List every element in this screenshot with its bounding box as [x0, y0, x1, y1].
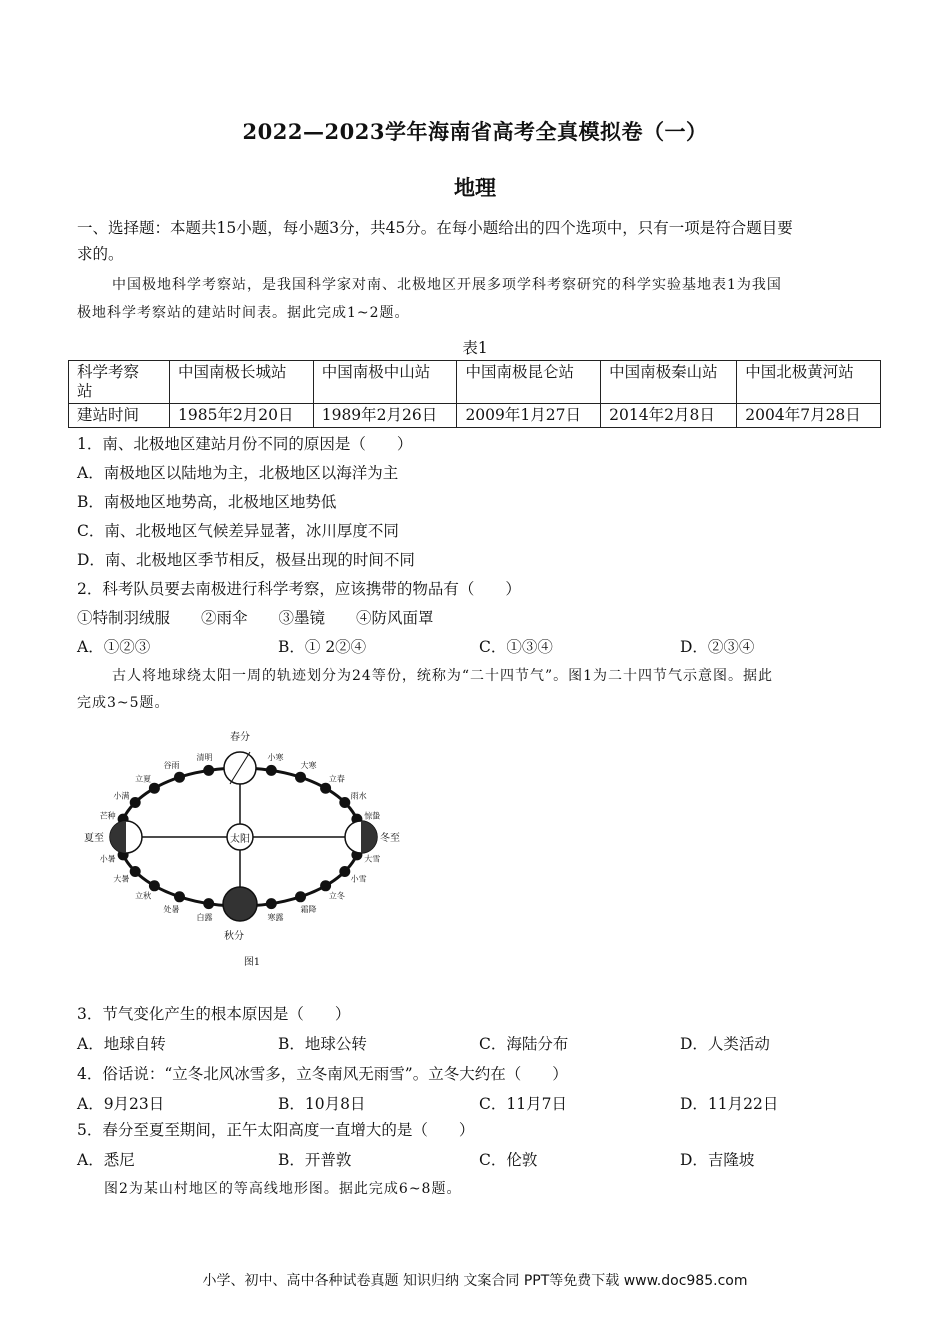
term-dot [174, 772, 185, 783]
table-cell-station: 中国南极昆仑站 [457, 361, 601, 404]
solar-terms-figure [80, 722, 400, 972]
q3-option-d: D．人类活动 [680, 1035, 770, 1053]
term-dot [295, 891, 306, 902]
term-label: 立夏 [135, 774, 152, 784]
term-label: 雨水 [350, 791, 367, 801]
q4-options [77, 1092, 877, 1116]
q1-option-d: D．南、北极地区季节相反，极昼出现的时间不同 [77, 551, 415, 569]
table-cell-date: 2004年7月28日 [737, 404, 881, 428]
table-row-label: 建站时间 [69, 404, 170, 428]
term-label: 小寒 [267, 752, 284, 762]
earth-winter [345, 821, 377, 853]
q1-option-b: B．南极地区地势高，北极地区地势低 [77, 493, 337, 511]
table-header-row [69, 361, 881, 404]
term-label: 芒种 [99, 811, 116, 821]
section-instructions-line2: 求的。 [77, 245, 124, 263]
term-label: 小满 [113, 791, 130, 801]
term-dot [295, 772, 306, 783]
q3-stem: 3．节气变化产生的根本原因是（ ） [77, 1005, 351, 1023]
q1-option-a: A．南极地区以陆地为主，北极地区以海洋为主 [77, 464, 399, 482]
term-dot [339, 797, 350, 808]
term-dot [149, 880, 160, 891]
footer-text: 小学、初中、高中各种试卷真题 知识归纳 文案合同 PPT等免费下载 www.doc985.com [202, 1273, 748, 1289]
q4-option-a: A．9月23日 [77, 1095, 165, 1113]
q5-stem: 5．春分至夏至期间，正午太阳高度一直增大的是（ ） [77, 1121, 475, 1139]
earth-summer [110, 821, 142, 853]
table-cell-station: 中国南极长城站 [170, 361, 314, 404]
term-dot [339, 866, 350, 877]
table-header-label-line2: 站 [77, 382, 93, 400]
q2-stem: 2．科考队员要去南极进行科学考察，应该携带的物品有（ ） [77, 580, 521, 598]
table-cell-date: 2014年2月8日 [601, 404, 737, 428]
term-label: 小暑 [99, 854, 116, 864]
exam-title: 2022—2023学年海南省高考全真模拟卷（一） [242, 119, 708, 144]
q3-options [77, 1032, 877, 1056]
q5-option-c: C．伦敦 [479, 1151, 538, 1169]
term-label: 霜降 [300, 904, 317, 914]
q5-option-b: B．开普敦 [278, 1151, 352, 1169]
q2-option-a: A．①②③ [77, 638, 151, 656]
q2-option-b: B．① 2②④ [278, 638, 367, 656]
term-dot [320, 783, 331, 794]
q5-options [77, 1148, 877, 1172]
q4-option-b: B．10月8日 [278, 1095, 366, 1113]
term-label: 白露 [196, 913, 213, 923]
term-dot [266, 898, 277, 909]
table-cell-date: 2009年1月27日 [457, 404, 601, 428]
q2-items: ①特制羽绒服 ②雨伞 ③墨镜 ④防风面罩 [77, 609, 434, 627]
term-label: 清明 [196, 752, 213, 762]
solar-terms-diagram [80, 722, 400, 972]
q2-option-d: D．②③④ [680, 638, 755, 656]
term-label: 立春 [328, 774, 345, 784]
label-autumn: 秋分 [224, 931, 244, 942]
term-label: 谷雨 [163, 761, 180, 771]
term-dot [320, 880, 331, 891]
term-dot [203, 898, 214, 909]
q3-option-b: B．地球公转 [278, 1035, 367, 1053]
passage3-line1: 图2为某山村地区的等高线地形图。据此完成6~8题。 [104, 1181, 462, 1197]
q1-stem: 1．南、北极地区建站月份不同的原因是（ ） [77, 435, 413, 453]
q1-option-c: C．南、北极地区气候差异显著，冰川厚度不同 [77, 522, 399, 540]
q4-option-d: D．11月22日 [680, 1095, 779, 1113]
table1-caption: 表1 [462, 339, 488, 357]
q4-stem: 4．俗话说：“立冬北风冰雪多，立冬南风无雨雪”。立冬大约在（ ） [77, 1065, 568, 1083]
term-label: 立冬 [328, 891, 345, 901]
passage1-line1: 中国极地科学考察站，是我国科学家对南、北极地区开展多项学科考察研究的科学实验基地表1为我国 [112, 277, 782, 293]
term-label: 大寒 [300, 761, 317, 771]
table-cell-date: 1985年2月20日 [170, 404, 314, 428]
term-label: 处暑 [163, 904, 180, 914]
figure1-caption: 图1 [243, 957, 261, 968]
term-label: 惊蛰 [364, 811, 381, 821]
section-instructions-line1: 一、选择题：本题共15小题，每小题3分，共45分。在每小题给出的四个选项中，只有一项是符合题目要 [77, 219, 793, 237]
q4-option-c: C．11月7日 [479, 1095, 567, 1113]
term-dot [149, 783, 160, 794]
term-dot [266, 765, 277, 776]
earth-summer-night [110, 821, 126, 853]
term-label: 寒露 [267, 913, 284, 923]
term-label: 小雪 [350, 874, 367, 884]
table-cell-station: 中国南极秦山站 [601, 361, 737, 404]
earth-winter-night [361, 821, 377, 853]
q2-options [77, 635, 877, 659]
earth-autumn [223, 887, 257, 921]
q5-option-a: A．悉尼 [77, 1151, 135, 1169]
q2-option-c: C．①③④ [479, 638, 553, 656]
station-table [68, 360, 881, 428]
term-dot [203, 765, 214, 776]
label-winter: 冬至 [380, 833, 400, 844]
table-cell-station: 中国北极黄河站 [737, 361, 881, 404]
term-label: 大雪 [364, 854, 381, 864]
term-label: 立秋 [135, 891, 152, 901]
subject-title: 地理 [454, 175, 496, 200]
q3-option-c: C．海陆分布 [479, 1035, 569, 1053]
term-dot [130, 866, 141, 877]
term-dot [130, 797, 141, 808]
label-summer: 夏至 [84, 833, 104, 844]
term-label: 大暑 [113, 874, 130, 884]
passage2-line2: 完成3~5题。 [77, 695, 170, 711]
sun-label: 太阳 [230, 834, 250, 845]
q5-option-d: D．吉隆坡 [680, 1151, 755, 1169]
table-header-label-line1: 科学考察 [77, 363, 140, 381]
earth-autumn-globe [223, 887, 257, 921]
q3-option-a: A．地球自转 [77, 1035, 166, 1053]
passage2-line1: 古人将地球绕太阳一周的轨迹划分为24等份，统称为“二十四节气”。图1为二十四节气示意图。据此 [112, 668, 774, 684]
label-spring: 春分 [230, 732, 250, 743]
passage1-line2: 极地科学考察站的建站时间表。据此完成1~2题。 [77, 305, 410, 321]
table-row [69, 404, 881, 428]
table-cell-station: 中国南极中山站 [313, 361, 457, 404]
table-header-label [69, 361, 170, 404]
table-cell-date: 1989年2月26日 [313, 404, 457, 428]
term-dot [174, 891, 185, 902]
earth-spring [224, 752, 256, 784]
